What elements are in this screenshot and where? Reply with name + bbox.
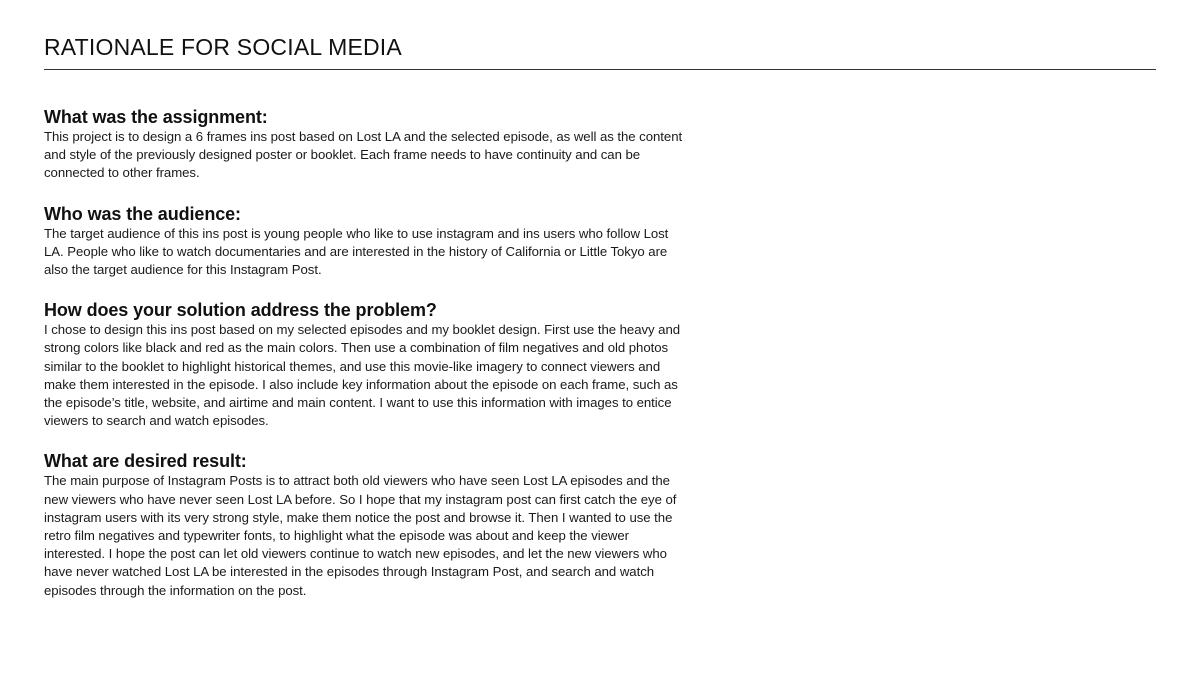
section-desired-result — [44, 450, 684, 599]
section-heading-solution: How does your solution address the problem? — [44, 300, 437, 321]
section-heading-audience: Who was the audience: — [44, 203, 241, 224]
title-divider — [44, 69, 1156, 70]
page-title: RATIONALE FOR SOCIAL MEDIA — [44, 34, 402, 60]
section-body-solution: I chose to design this ins post based on my selected episodes and my booklet design. First use the heavy and strong colors like black and red as the main colors. Then use a combination of film negatives and old photos similar to the booklet to highlight historical themes, and use this movie-like imagery to connect viewers and make them interested in the episode. I also include key information about the episode on each frame, such as the episode’s title, website, and airtime and main content. I want to use this information with images to entice viewers to search and watch episodes. — [44, 322, 681, 429]
section-body-assignment: This project is to design a 6 frames ins post based on Lost LA and the selected episode, as well as the content and style of the previously designed poster or booklet. Each frame needs to have continuity and can be connected to other frames. — [44, 129, 683, 181]
section-heading-desired-result: What are desired result: — [44, 451, 247, 472]
section-body-audience: The target audience of this ins post is young people who like to use instagram and ins users who follow Lost LA. People who like to watch documentaries and are interested in the history of California or Little Tokyo are also the target audience for this Instagram Post. — [44, 225, 669, 278]
section-body-desired-result: The main purpose of Instagram Posts is to attract both old viewers who have seen Lost LA episodes and the new viewers who have never seen Lost LA before. So I hope that my instagram post can first catch the eye of instagram users with its very strong style, make them notice the post and browse it. Then I wanted to use the retro film negatives and typewriter fonts, to highlight what the episode was about and keep the viewer interested. I hope the post can let old viewers continue to watch new episodes, and let the new viewers who have never watched Lost LA be interested in the episodes through Instagram Post, and search and watch episodes through the information on the post. — [44, 473, 677, 598]
section-heading-assignment: What was the assignment: — [44, 107, 268, 127]
section-solution — [44, 299, 684, 430]
section-audience — [44, 203, 684, 280]
rationale-content — [44, 106, 684, 620]
section-assignment — [44, 106, 684, 183]
